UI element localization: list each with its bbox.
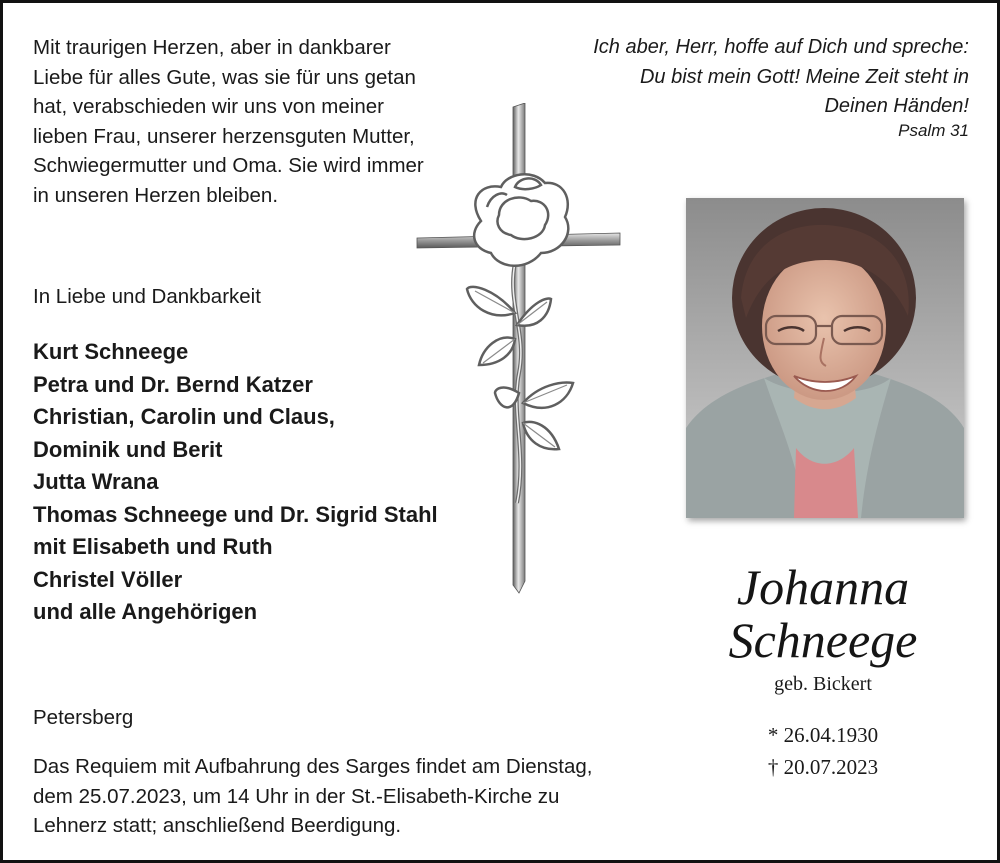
intro-line: Mit traurigen Herzen, aber in dankbarer — [33, 36, 391, 59]
maiden-name: geb. Bickert — [774, 673, 872, 695]
mourner-name: Thomas Schneege und Dr. Sigrid Stahl — [33, 501, 438, 527]
portrait-photo — [686, 198, 964, 518]
intro-line: hat, verabschieden wir uns von meiner — [33, 95, 384, 118]
intro-line: Liebe für alles Gute, was sie für uns getan — [33, 65, 416, 89]
death-date: † 20.07.2023 — [767, 755, 879, 779]
notice-line: Das Requiem mit Aufbahrung des Sarges findet am Dienstag, — [33, 755, 593, 778]
notice-line: Lehnerz statt; anschließend Beerdigung. — [33, 814, 402, 837]
mourner-name: Petra und Dr. Bernd Katzer — [33, 371, 313, 397]
verse-line: Du bist mein Gott! Meine Zeit steht in — [639, 65, 969, 88]
intro-line: Schwiegermutter und Oma. Sie wird immer — [33, 154, 424, 177]
funeral-notice — [33, 752, 593, 841]
intro-line: lieben Frau, unserer herzensguten Mutter, — [33, 124, 415, 148]
notice-line: dem 25.07.2023, um 14 Uhr in der St.-Elisabeth-Kirche zu — [33, 784, 560, 808]
place-name: Petersberg — [33, 706, 134, 729]
birth-date: * 26.04.1930 — [767, 723, 879, 747]
verse-line: Ich aber, Herr, hoffe auf Dich und spreche: — [593, 36, 969, 58]
verse-reference: Psalm 31 — [898, 121, 969, 140]
deceased-last-name: Schneege — [728, 612, 918, 668]
verse-line: Deinen Händen! — [824, 95, 969, 117]
cross-with-rose-icon — [415, 103, 625, 603]
greeting-text: In Liebe und Dankbarkeit — [33, 285, 261, 308]
mourner-name: Christian, Carolin und Claus, — [33, 404, 335, 429]
mourner-name: mit Elisabeth und Ruth — [33, 534, 273, 559]
mourner-name: Christel Völler — [33, 566, 183, 592]
mourner-name: Dominik und Berit — [33, 436, 223, 462]
mourner-name: Kurt Schneege — [33, 339, 189, 364]
intro-text — [33, 33, 453, 210]
mourner-name: und alle Angehörigen — [33, 599, 258, 624]
mourners-list — [33, 336, 438, 629]
mourner-name: Jutta Wrana — [33, 469, 159, 494]
intro-line: in unseren Herzen bleiben. — [33, 183, 279, 207]
deceased-first-name: Johanna — [736, 559, 910, 615]
